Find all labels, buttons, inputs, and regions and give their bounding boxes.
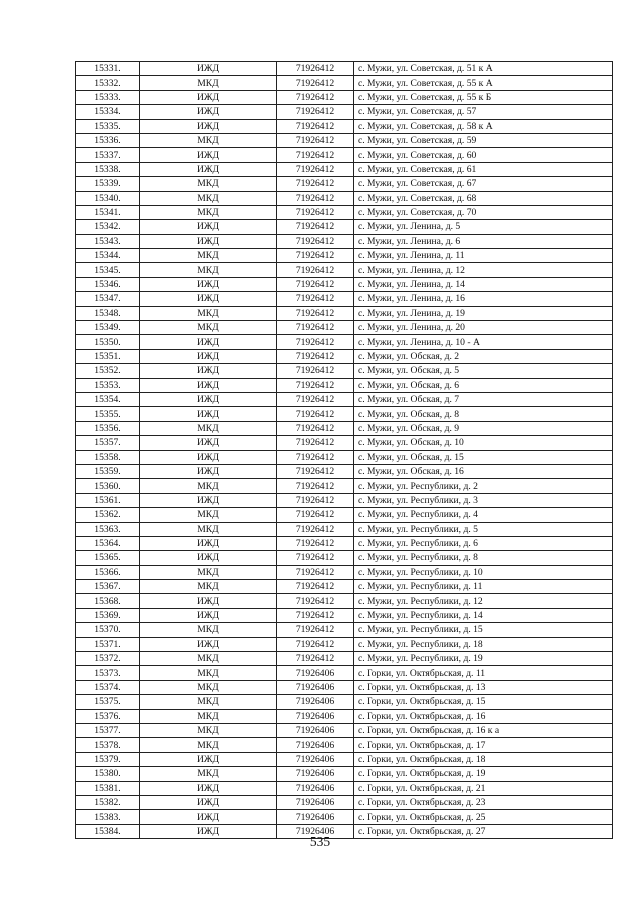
building-type-cell: ИЖД xyxy=(140,378,277,392)
row-number-cell: 15363. xyxy=(76,522,140,536)
oktmo-code-cell: 71926412 xyxy=(277,148,354,162)
address-cell: с. Мужи, ул. Ленина, д. 14 xyxy=(354,277,613,291)
building-type-cell: ИЖД xyxy=(140,608,277,622)
address-cell: с. Мужи, ул. Республики, д. 5 xyxy=(354,522,613,536)
table-row xyxy=(76,695,613,709)
row-number-cell: 15374. xyxy=(76,680,140,694)
oktmo-code-cell: 71926412 xyxy=(277,119,354,133)
address-cell: с. Мужи, ул. Обская, д. 8 xyxy=(354,407,613,421)
oktmo-code-cell: 71926406 xyxy=(277,824,354,838)
address-cell: с. Мужи, ул. Ленина, д. 11 xyxy=(354,249,613,263)
address-cell: с. Мужи, ул. Обская, д. 5 xyxy=(354,364,613,378)
oktmo-code-cell: 71926412 xyxy=(277,133,354,147)
oktmo-code-cell: 71926412 xyxy=(277,652,354,666)
row-number-cell: 15362. xyxy=(76,508,140,522)
row-number-cell: 15331. xyxy=(76,62,140,76)
building-type-cell: ИЖД xyxy=(140,493,277,507)
address-cell: с. Горки, ул. Октябрьская, д. 21 xyxy=(354,781,613,795)
building-type-cell: МКД xyxy=(140,421,277,435)
address-cell: с. Мужи, ул. Республики, д. 19 xyxy=(354,652,613,666)
building-type-cell: МКД xyxy=(140,738,277,752)
building-type-cell: ИЖД xyxy=(140,119,277,133)
table-row xyxy=(76,436,613,450)
oktmo-code-cell: 71926412 xyxy=(277,321,354,335)
row-number-cell: 15351. xyxy=(76,349,140,363)
table-row xyxy=(76,680,613,694)
row-number-cell: 15356. xyxy=(76,421,140,435)
address-cell: с. Мужи, ул. Республики, д. 3 xyxy=(354,493,613,507)
table-row xyxy=(76,637,613,651)
row-number-cell: 15368. xyxy=(76,594,140,608)
table-row xyxy=(76,306,613,320)
table-row xyxy=(76,536,613,550)
row-number-cell: 15375. xyxy=(76,695,140,709)
row-number-cell: 15378. xyxy=(76,738,140,752)
table-row xyxy=(76,292,613,306)
address-cell: с. Горки, ул. Октябрьская, д. 11 xyxy=(354,666,613,680)
table-row xyxy=(76,263,613,277)
oktmo-code-cell: 71926412 xyxy=(277,105,354,119)
oktmo-code-cell: 71926406 xyxy=(277,680,354,694)
building-type-cell: МКД xyxy=(140,652,277,666)
row-number-cell: 15370. xyxy=(76,623,140,637)
address-cell: с. Мужи, ул. Республики, д. 14 xyxy=(354,608,613,622)
row-number-cell: 15367. xyxy=(76,580,140,594)
table-row xyxy=(76,191,613,205)
building-type-cell: ИЖД xyxy=(140,234,277,248)
address-cell: с. Мужи, ул. Обская, д. 10 xyxy=(354,436,613,450)
oktmo-code-cell: 71926406 xyxy=(277,810,354,824)
table-row xyxy=(76,508,613,522)
table-row xyxy=(76,392,613,406)
table-row xyxy=(76,493,613,507)
address-cell: с. Горки, ул. Октябрьская, д. 23 xyxy=(354,795,613,809)
table-row xyxy=(76,220,613,234)
oktmo-code-cell: 71926412 xyxy=(277,551,354,565)
row-number-cell: 15337. xyxy=(76,148,140,162)
address-cell: с. Мужи, ул. Республики, д. 18 xyxy=(354,637,613,651)
table-row xyxy=(76,321,613,335)
row-number-cell: 15359. xyxy=(76,464,140,478)
table-row xyxy=(76,119,613,133)
row-number-cell: 15379. xyxy=(76,752,140,766)
oktmo-code-cell: 71926412 xyxy=(277,594,354,608)
oktmo-code-cell: 71926412 xyxy=(277,421,354,435)
table-body xyxy=(76,62,613,839)
building-type-cell: МКД xyxy=(140,479,277,493)
building-type-cell: МКД xyxy=(140,723,277,737)
building-type-cell: ИЖД xyxy=(140,536,277,550)
address-cell: с. Горки, ул. Октябрьская, д. 13 xyxy=(354,680,613,694)
building-type-cell: МКД xyxy=(140,306,277,320)
row-number-cell: 15336. xyxy=(76,133,140,147)
row-number-cell: 15353. xyxy=(76,378,140,392)
building-type-cell: ИЖД xyxy=(140,148,277,162)
oktmo-code-cell: 71926406 xyxy=(277,723,354,737)
row-number-cell: 15366. xyxy=(76,565,140,579)
address-cell: с. Мужи, ул. Советская, д. 55 к Б xyxy=(354,90,613,104)
address-cell: с. Горки, ул. Октябрьская, д. 27 xyxy=(354,824,613,838)
address-cell: с. Мужи, ул. Советская, д. 68 xyxy=(354,191,613,205)
oktmo-code-cell: 71926412 xyxy=(277,378,354,392)
oktmo-code-cell: 71926412 xyxy=(277,623,354,637)
address-cell: с. Мужи, ул. Республики, д. 12 xyxy=(354,594,613,608)
row-number-cell: 15373. xyxy=(76,666,140,680)
building-type-cell: МКД xyxy=(140,709,277,723)
row-number-cell: 15355. xyxy=(76,407,140,421)
row-number-cell: 15339. xyxy=(76,177,140,191)
table-row xyxy=(76,767,613,781)
address-cell: с. Мужи, ул. Обская, д. 6 xyxy=(354,378,613,392)
address-cell: с. Мужи, ул. Обская, д. 2 xyxy=(354,349,613,363)
table-row xyxy=(76,479,613,493)
housing-registry-table xyxy=(75,61,613,839)
row-number-cell: 15352. xyxy=(76,364,140,378)
building-type-cell: ИЖД xyxy=(140,464,277,478)
address-cell: с. Мужи, ул. Ленина, д. 12 xyxy=(354,263,613,277)
oktmo-code-cell: 71926412 xyxy=(277,177,354,191)
table-row xyxy=(76,234,613,248)
oktmo-code-cell: 71926412 xyxy=(277,580,354,594)
building-type-cell: ИЖД xyxy=(140,450,277,464)
building-type-cell: МКД xyxy=(140,249,277,263)
table-row xyxy=(76,277,613,291)
table-row xyxy=(76,795,613,809)
address-cell: с. Мужи, ул. Ленина, д. 16 xyxy=(354,292,613,306)
address-cell: с. Горки, ул. Октябрьская, д. 25 xyxy=(354,810,613,824)
page-number: 535 xyxy=(309,834,331,849)
oktmo-code-cell: 71926406 xyxy=(277,752,354,766)
building-type-cell: ИЖД xyxy=(140,105,277,119)
building-type-cell: ИЖД xyxy=(140,436,277,450)
oktmo-code-cell: 71926406 xyxy=(277,767,354,781)
row-number-cell: 15349. xyxy=(76,321,140,335)
oktmo-code-cell: 71926412 xyxy=(277,349,354,363)
oktmo-code-cell: 71926412 xyxy=(277,436,354,450)
oktmo-code-cell: 71926412 xyxy=(277,536,354,550)
oktmo-code-cell: 71926412 xyxy=(277,364,354,378)
oktmo-code-cell: 71926412 xyxy=(277,335,354,349)
address-cell: с. Горки, ул. Октябрьская, д. 18 xyxy=(354,752,613,766)
address-cell: с. Мужи, ул. Советская, д. 59 xyxy=(354,133,613,147)
address-cell: с. Горки, ул. Октябрьская, д. 15 xyxy=(354,695,613,709)
table-row xyxy=(76,162,613,176)
building-type-cell: МКД xyxy=(140,680,277,694)
building-type-cell: МКД xyxy=(140,695,277,709)
row-number-cell: 15335. xyxy=(76,119,140,133)
address-cell: с. Мужи, ул. Советская, д. 57 xyxy=(354,105,613,119)
building-type-cell: ИЖД xyxy=(140,292,277,306)
row-number-cell: 15342. xyxy=(76,220,140,234)
building-type-cell: МКД xyxy=(140,133,277,147)
table-row xyxy=(76,652,613,666)
building-type-cell: МКД xyxy=(140,666,277,680)
oktmo-code-cell: 71926406 xyxy=(277,738,354,752)
address-cell: с. Мужи, ул. Республики, д. 6 xyxy=(354,536,613,550)
table-row xyxy=(76,522,613,536)
oktmo-code-cell: 71926412 xyxy=(277,508,354,522)
building-type-cell: ИЖД xyxy=(140,90,277,104)
building-type-cell: МКД xyxy=(140,263,277,277)
row-number-cell: 15384. xyxy=(76,824,140,838)
address-cell: с. Мужи, ул. Республики, д. 15 xyxy=(354,623,613,637)
address-cell: с. Мужи, ул. Советская, д. 58 к А xyxy=(354,119,613,133)
address-cell: с. Мужи, ул. Советская, д. 60 xyxy=(354,148,613,162)
address-cell: с. Мужи, ул. Обская, д. 7 xyxy=(354,392,613,406)
table-row xyxy=(76,249,613,263)
address-cell: с. Мужи, ул. Ленина, д. 19 xyxy=(354,306,613,320)
building-type-cell: МКД xyxy=(140,205,277,219)
table-row xyxy=(76,105,613,119)
address-cell: с. Мужи, ул. Республики, д. 10 xyxy=(354,565,613,579)
row-number-cell: 15333. xyxy=(76,90,140,104)
address-cell: с. Мужи, ул. Советская, д. 61 xyxy=(354,162,613,176)
building-type-cell: МКД xyxy=(140,623,277,637)
table-row xyxy=(76,364,613,378)
building-type-cell: ИЖД xyxy=(140,795,277,809)
building-type-cell: ИЖД xyxy=(140,752,277,766)
row-number-cell: 15344. xyxy=(76,249,140,263)
oktmo-code-cell: 71926412 xyxy=(277,565,354,579)
oktmo-code-cell: 71926406 xyxy=(277,781,354,795)
building-type-cell: ИЖД xyxy=(140,594,277,608)
address-cell: с. Горки, ул. Октябрьская, д. 16 xyxy=(354,709,613,723)
address-cell: с. Мужи, ул. Ленина, д. 20 xyxy=(354,321,613,335)
table-row xyxy=(76,752,613,766)
oktmo-code-cell: 71926412 xyxy=(277,608,354,622)
table-row xyxy=(76,580,613,594)
building-type-cell: ИЖД xyxy=(140,162,277,176)
row-number-cell: 15345. xyxy=(76,263,140,277)
address-cell: с. Мужи, ул. Обская, д. 9 xyxy=(354,421,613,435)
address-cell: с. Мужи, ул. Советская, д. 70 xyxy=(354,205,613,219)
oktmo-code-cell: 71926412 xyxy=(277,90,354,104)
row-number-cell: 15361. xyxy=(76,493,140,507)
address-cell: с. Мужи, ул. Обская, д. 16 xyxy=(354,464,613,478)
address-cell: с. Мужи, ул. Ленина, д. 10 - А xyxy=(354,335,613,349)
row-number-cell: 15340. xyxy=(76,191,140,205)
oktmo-code-cell: 71926412 xyxy=(277,407,354,421)
building-type-cell: МКД xyxy=(140,508,277,522)
row-number-cell: 15341. xyxy=(76,205,140,219)
row-number-cell: 15382. xyxy=(76,795,140,809)
address-cell: с. Мужи, ул. Советская, д. 55 к А xyxy=(354,76,613,90)
address-cell: с. Горки, ул. Октябрьская, д. 17 xyxy=(354,738,613,752)
row-number-cell: 15332. xyxy=(76,76,140,90)
building-type-cell: МКД xyxy=(140,321,277,335)
table-row xyxy=(76,90,613,104)
table-row xyxy=(76,781,613,795)
oktmo-code-cell: 71926412 xyxy=(277,62,354,76)
table-row xyxy=(76,349,613,363)
building-type-cell: МКД xyxy=(140,76,277,90)
row-number-cell: 15381. xyxy=(76,781,140,795)
building-type-cell: ИЖД xyxy=(140,637,277,651)
address-cell: с. Мужи, ул. Республики, д. 8 xyxy=(354,551,613,565)
building-type-cell: ИЖД xyxy=(140,810,277,824)
building-type-cell: ИЖД xyxy=(140,551,277,565)
table-row xyxy=(76,666,613,680)
oktmo-code-cell: 71926412 xyxy=(277,464,354,478)
row-number-cell: 15346. xyxy=(76,277,140,291)
building-type-cell: МКД xyxy=(140,767,277,781)
oktmo-code-cell: 71926412 xyxy=(277,76,354,90)
building-type-cell: МКД xyxy=(140,191,277,205)
oktmo-code-cell: 71926412 xyxy=(277,479,354,493)
table-row xyxy=(76,421,613,435)
table-row xyxy=(76,810,613,824)
table-row xyxy=(76,62,613,76)
oktmo-code-cell: 71926412 xyxy=(277,450,354,464)
address-cell: с. Мужи, ул. Республики, д. 11 xyxy=(354,580,613,594)
building-type-cell: ИЖД xyxy=(140,220,277,234)
building-type-cell: ИЖД xyxy=(140,364,277,378)
row-number-cell: 15372. xyxy=(76,652,140,666)
row-number-cell: 15354. xyxy=(76,392,140,406)
row-number-cell: 15376. xyxy=(76,709,140,723)
oktmo-code-cell: 71926412 xyxy=(277,522,354,536)
row-number-cell: 15365. xyxy=(76,551,140,565)
oktmo-code-cell: 71926412 xyxy=(277,263,354,277)
table-row xyxy=(76,133,613,147)
row-number-cell: 15377. xyxy=(76,723,140,737)
oktmo-code-cell: 71926412 xyxy=(277,205,354,219)
row-number-cell: 15371. xyxy=(76,637,140,651)
oktmo-code-cell: 71926412 xyxy=(277,220,354,234)
oktmo-code-cell: 71926412 xyxy=(277,234,354,248)
row-number-cell: 15347. xyxy=(76,292,140,306)
oktmo-code-cell: 71926412 xyxy=(277,249,354,263)
row-number-cell: 15360. xyxy=(76,479,140,493)
oktmo-code-cell: 71926412 xyxy=(277,191,354,205)
oktmo-code-cell: 71926412 xyxy=(277,306,354,320)
row-number-cell: 15369. xyxy=(76,608,140,622)
building-type-cell: ИЖД xyxy=(140,349,277,363)
building-type-cell: ИЖД xyxy=(140,824,277,838)
oktmo-code-cell: 71926412 xyxy=(277,637,354,651)
building-type-cell: МКД xyxy=(140,522,277,536)
building-type-cell: ИЖД xyxy=(140,277,277,291)
address-cell: с. Горки, ул. Октябрьская, д. 16 к а xyxy=(354,723,613,737)
oktmo-code-cell: 71926406 xyxy=(277,695,354,709)
table-row xyxy=(76,450,613,464)
table-row xyxy=(76,608,613,622)
row-number-cell: 15343. xyxy=(76,234,140,248)
address-cell: с. Мужи, ул. Республики, д. 4 xyxy=(354,508,613,522)
oktmo-code-cell: 71926412 xyxy=(277,292,354,306)
address-cell: с. Горки, ул. Октябрьская, д. 19 xyxy=(354,767,613,781)
building-type-cell: МКД xyxy=(140,177,277,191)
row-number-cell: 15348. xyxy=(76,306,140,320)
building-type-cell: ИЖД xyxy=(140,781,277,795)
oktmo-code-cell: 71926406 xyxy=(277,666,354,680)
address-cell: с. Мужи, ул. Республики, д. 2 xyxy=(354,479,613,493)
building-type-cell: ИЖД xyxy=(140,392,277,406)
table-row xyxy=(76,335,613,349)
row-number-cell: 15334. xyxy=(76,105,140,119)
row-number-cell: 15338. xyxy=(76,162,140,176)
building-type-cell: ИЖД xyxy=(140,407,277,421)
table-row xyxy=(76,551,613,565)
row-number-cell: 15358. xyxy=(76,450,140,464)
oktmo-code-cell: 71926406 xyxy=(277,709,354,723)
building-type-cell: МКД xyxy=(140,565,277,579)
oktmo-code-cell: 71926412 xyxy=(277,392,354,406)
table-row xyxy=(76,407,613,421)
row-number-cell: 15364. xyxy=(76,536,140,550)
oktmo-code-cell: 71926412 xyxy=(277,162,354,176)
oktmo-code-cell: 71926412 xyxy=(277,493,354,507)
building-type-cell: МКД xyxy=(140,580,277,594)
table-row xyxy=(76,76,613,90)
table-row xyxy=(76,565,613,579)
table-row xyxy=(76,594,613,608)
building-type-cell: ИЖД xyxy=(140,335,277,349)
table-row xyxy=(76,464,613,478)
table-row xyxy=(76,738,613,752)
table-row xyxy=(76,205,613,219)
row-number-cell: 15357. xyxy=(76,436,140,450)
row-number-cell: 15380. xyxy=(76,767,140,781)
table-row xyxy=(76,709,613,723)
address-cell: с. Мужи, ул. Советская, д. 67 xyxy=(354,177,613,191)
table-row xyxy=(76,378,613,392)
oktmo-code-cell: 71926406 xyxy=(277,795,354,809)
row-number-cell: 15383. xyxy=(76,810,140,824)
oktmo-code-cell: 71926412 xyxy=(277,277,354,291)
table-row xyxy=(76,148,613,162)
table-row xyxy=(76,177,613,191)
address-cell: с. Мужи, ул. Обская, д. 15 xyxy=(354,450,613,464)
address-cell: с. Мужи, ул. Советская, д. 51 к А xyxy=(354,62,613,76)
table-row xyxy=(76,623,613,637)
building-type-cell: ИЖД xyxy=(140,62,277,76)
row-number-cell: 15350. xyxy=(76,335,140,349)
address-cell: с. Мужи, ул. Ленина, д. 6 xyxy=(354,234,613,248)
table-row xyxy=(76,723,613,737)
address-cell: с. Мужи, ул. Ленина, д. 5 xyxy=(354,220,613,234)
